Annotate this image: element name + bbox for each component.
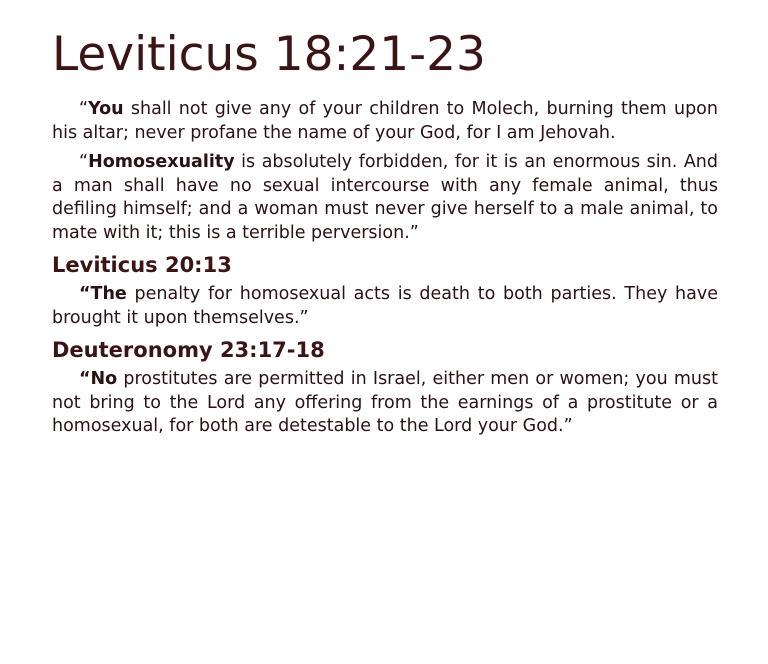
- open-quote: “: [79, 152, 89, 172]
- section-heading-leviticus-20: Leviticus 20:13: [52, 253, 232, 277]
- verse-text: shall not give any of your children to Molech, burning them upon his altar; never profane the name of your God, for I am Jehovah.: [52, 99, 718, 143]
- lead-word: “The: [79, 284, 127, 304]
- verse-text: prostitutes are permitted in Israel, either men or women; you must not bring to the Lord any offering from the earnings of a prostitute or a homosexual, for both are detestable to the Lord your God.”: [52, 369, 718, 436]
- page-title: Leviticus 18:21-23: [52, 27, 486, 82]
- lead-word: You: [88, 99, 124, 119]
- verse-paragraph-homosexuality: [52, 151, 718, 245]
- verse-paragraph-molech: [52, 98, 718, 145]
- scripture-page: [52, 22, 718, 445]
- lead-word: Homosexuality: [88, 152, 235, 172]
- lead-word: “No: [79, 369, 118, 389]
- verse-text: is absolutely forbidden, for it is an enormous sin. And a man shall have no sexual intercourse with any female animal, thus defiling himself; and a woman must never give herself to a male animal, to mate with it; this is a terrible perversion.”: [52, 152, 718, 243]
- open-quote: “: [79, 99, 89, 119]
- verse-text: penalty for homosexual acts is death to both parties. They have brought it upon themselves.”: [52, 284, 718, 328]
- verse-paragraph-penalty: [52, 283, 718, 330]
- verse-paragraph-prostitutes: [52, 368, 718, 439]
- section-heading-deuteronomy-23: Deuteronomy 23:17-18: [52, 338, 325, 362]
